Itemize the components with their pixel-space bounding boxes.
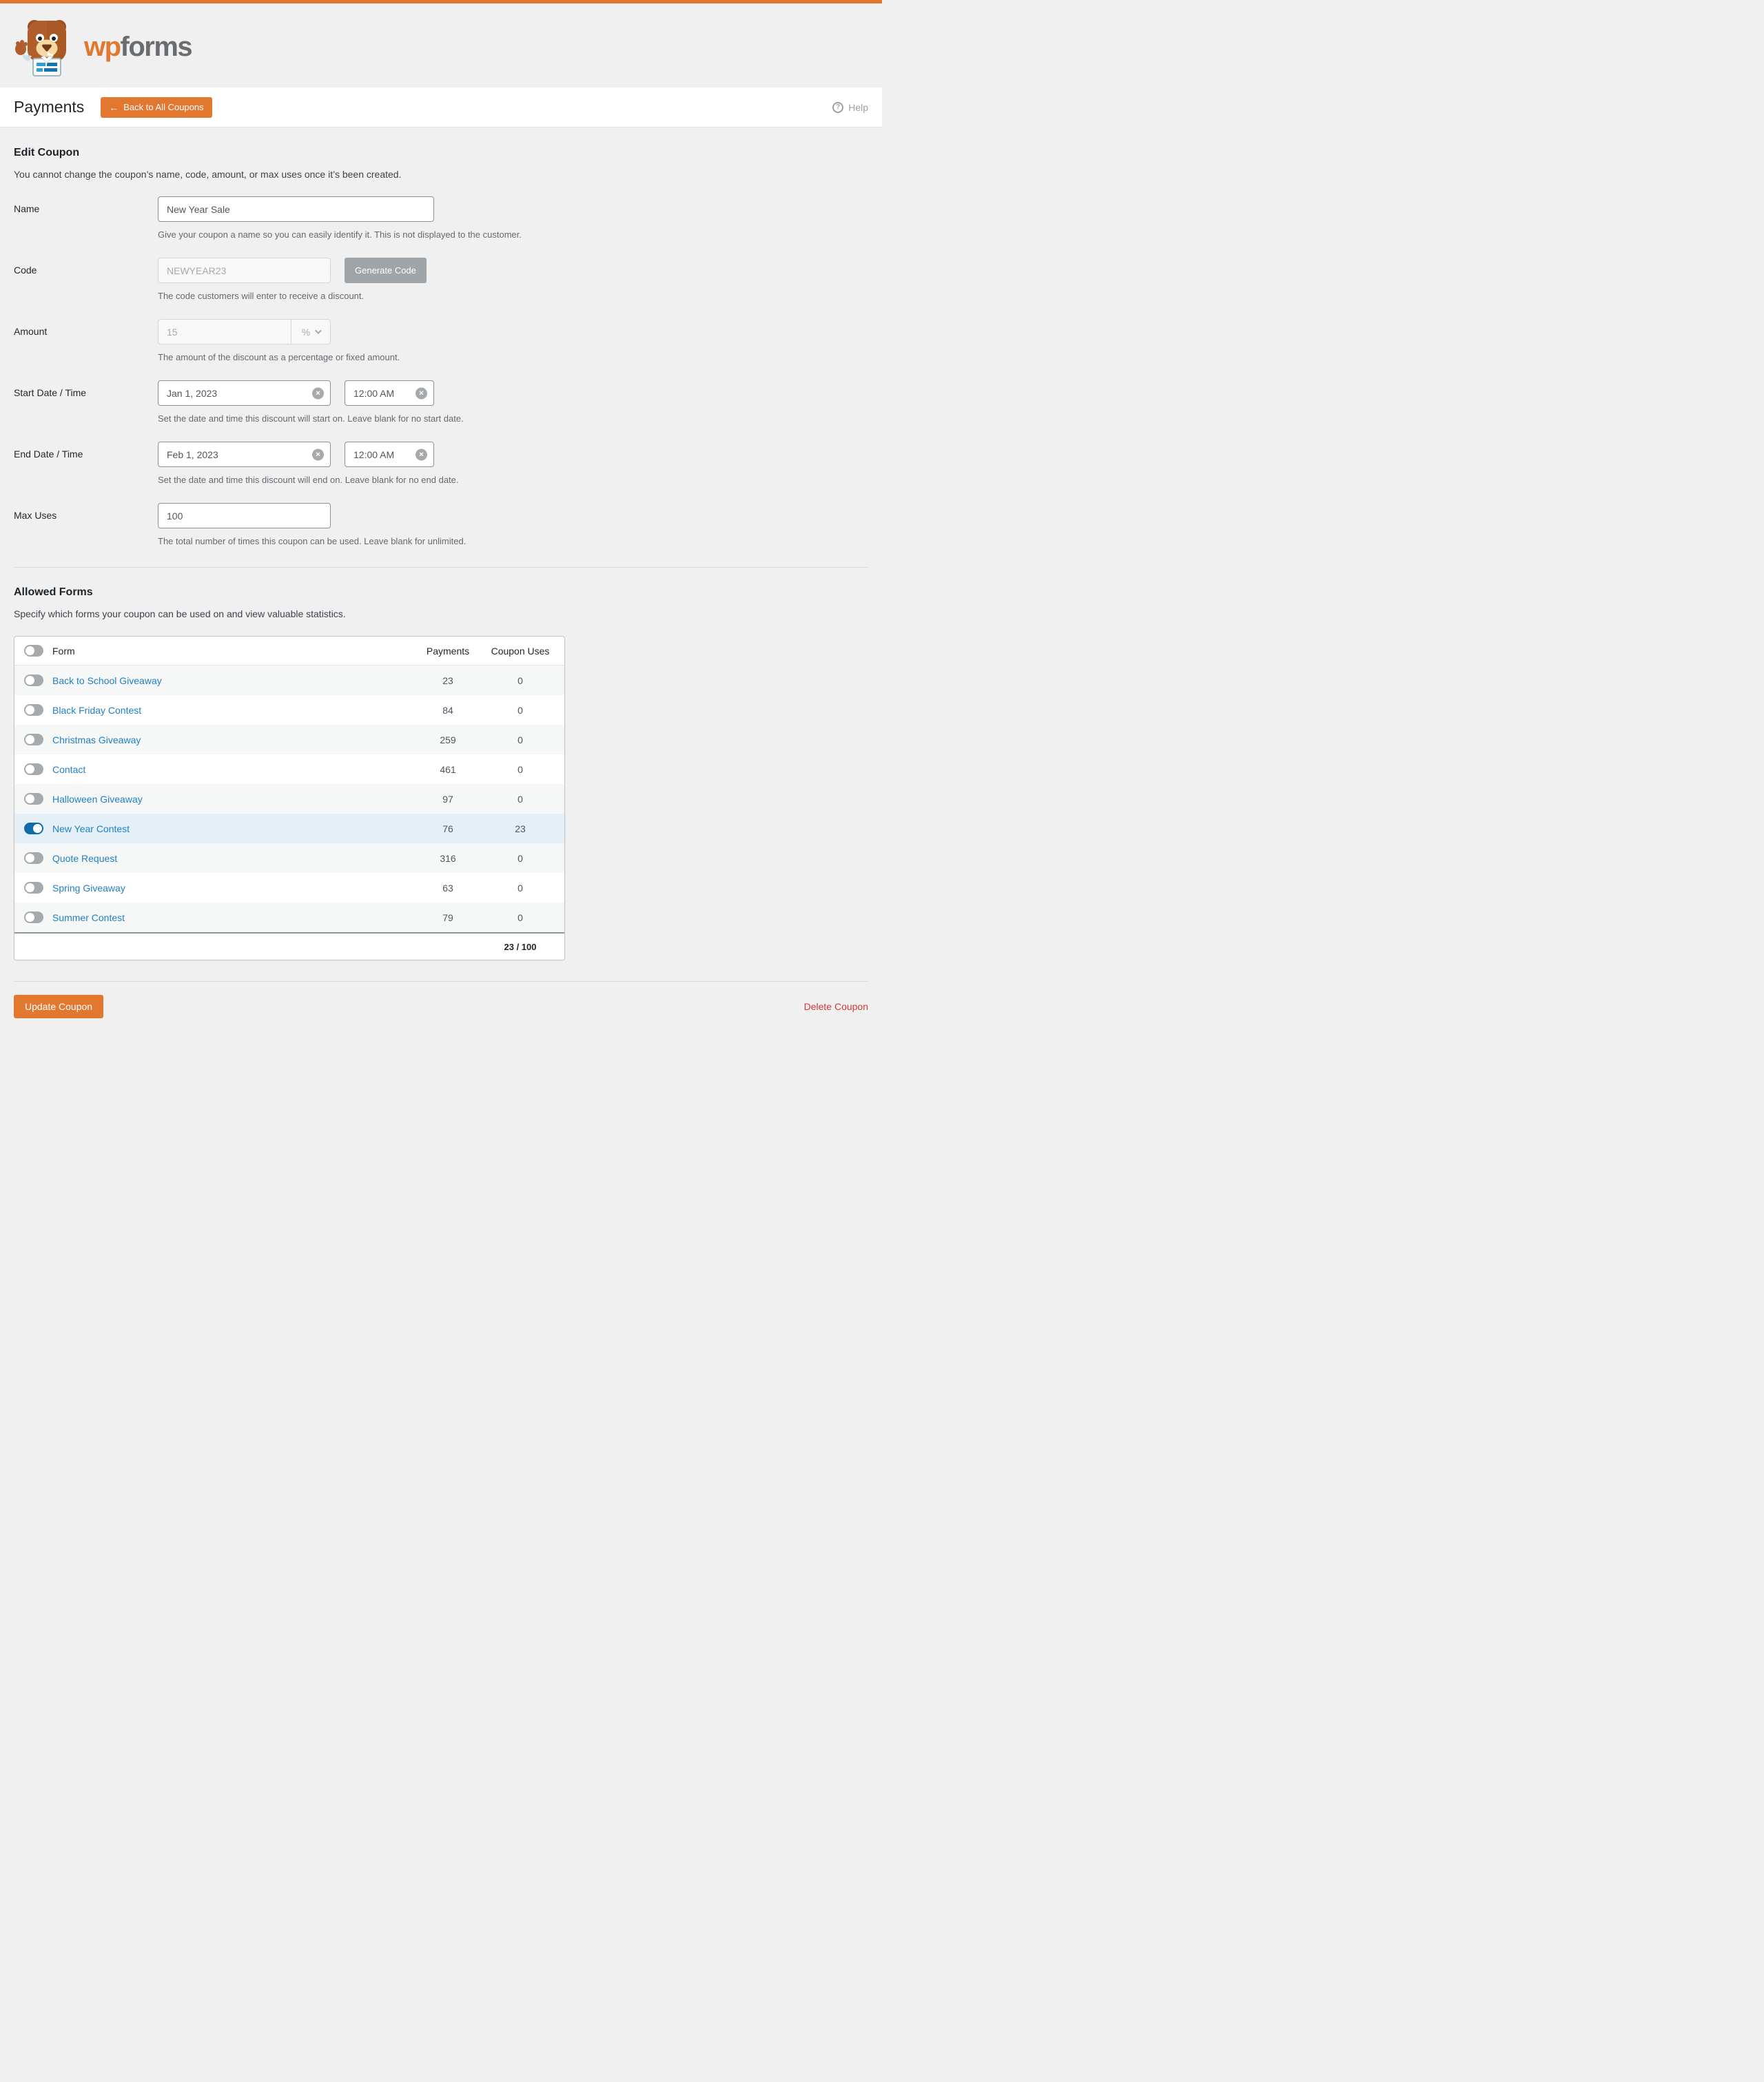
form-link[interactable]: Spring Giveaway — [52, 882, 125, 894]
help-label: Help — [848, 101, 868, 113]
coupon-uses-count: 0 — [517, 704, 523, 716]
brand-wp: wp — [84, 32, 121, 62]
payments-count: 97 — [442, 793, 453, 805]
start-help: Set the date and time this discount will start on. Leave blank for no start date. — [158, 413, 464, 424]
page-toolbar — [0, 87, 882, 127]
coupon-uses-count: 0 — [517, 852, 523, 864]
amount-label: Amount — [14, 326, 48, 337]
edit-coupon-description: You cannot change the coupon’s name, code, amount, or max uses once it’s been created. — [14, 169, 402, 180]
column-header-form: Form — [52, 645, 75, 657]
form-link[interactable]: Contact — [52, 763, 86, 775]
max-uses-label: Max Uses — [14, 510, 57, 521]
start-date-input[interactable] — [158, 380, 331, 406]
payments-count: 76 — [442, 823, 453, 834]
coupon-uses-count: 0 — [517, 882, 523, 894]
field-row-amount — [14, 319, 868, 362]
payments-count: 316 — [440, 852, 456, 864]
form-link[interactable]: Black Friday Contest — [52, 704, 142, 716]
end-label: End Date / Time — [14, 449, 83, 460]
end-help: Set the date and time this discount will end on. Leave blank for no end date. — [158, 475, 459, 485]
coupon-uses-total: 23 / 100 — [504, 941, 537, 952]
coupon-uses-count: 0 — [517, 734, 523, 745]
field-row-start — [14, 380, 868, 424]
clear-end-time-icon[interactable]: ✕ — [416, 449, 427, 460]
allowed-forms-section — [14, 568, 868, 960]
edit-coupon-title: Edit Coupon — [14, 147, 80, 158]
coupon-uses-count: 0 — [517, 674, 523, 686]
allowed-forms-rows — [14, 666, 564, 932]
field-row-max-uses — [14, 503, 868, 546]
wpforms-wordmark — [84, 33, 192, 61]
brand-header — [0, 3, 882, 87]
amount-help: The amount of the discount as a percentage or fixed amount. — [158, 352, 400, 362]
form-toggle[interactable] — [24, 674, 43, 686]
payments-count: 79 — [442, 911, 453, 923]
max-uses-help: The total number of times this coupon can be used. Leave blank for unlimited. — [158, 536, 466, 546]
start-label: Start Date / Time — [14, 387, 87, 398]
amount-unit-select — [291, 320, 330, 344]
clear-start-date-icon[interactable]: ✕ — [312, 387, 324, 399]
payments-count: 461 — [440, 763, 456, 775]
allowed-forms-title: Allowed Forms — [14, 586, 93, 598]
amount-input — [158, 320, 291, 344]
code-help: The code customers will enter to receive a discount. — [158, 291, 365, 301]
column-header-payments: Payments — [426, 645, 470, 657]
back-to-all-coupons-button[interactable] — [101, 97, 212, 118]
allowed-forms-table — [14, 636, 565, 960]
clear-start-time-icon[interactable]: ✕ — [416, 387, 427, 399]
max-uses-input[interactable] — [158, 503, 331, 528]
form-toggle[interactable] — [24, 882, 43, 894]
form-toggle[interactable] — [24, 823, 43, 834]
amount-unit-label: % — [301, 326, 311, 338]
update-coupon-button[interactable]: Update Coupon — [14, 995, 103, 1018]
payments-count: 63 — [442, 882, 453, 894]
code-label: Code — [14, 265, 37, 276]
form-link[interactable]: Quote Request — [52, 852, 118, 864]
coupon-uses-count: 0 — [517, 763, 523, 775]
form-toggle[interactable] — [24, 704, 43, 716]
table-row — [14, 814, 564, 843]
wpforms-bear-icon — [14, 17, 77, 76]
name-help: Give your coupon a name so you can easily identify it. This is not displayed to the customer. — [158, 229, 522, 240]
field-row-code — [14, 258, 868, 301]
end-date-input[interactable] — [158, 442, 331, 467]
form-link[interactable]: New Year Contest — [52, 823, 130, 834]
form-toggle[interactable] — [24, 911, 43, 923]
amount-input-group — [158, 319, 331, 344]
coupon-uses-count: 23 — [515, 823, 526, 834]
form-link[interactable]: Summer Contest — [52, 911, 125, 923]
chevron-down-icon — [315, 327, 322, 334]
help-link[interactable] — [832, 102, 868, 113]
toggle-all-forms[interactable] — [24, 645, 43, 657]
form-toggle[interactable] — [24, 763, 43, 775]
page-title: Payments — [14, 98, 85, 116]
table-row — [14, 666, 564, 695]
coupon-uses-count: 0 — [517, 793, 523, 805]
back-arrow-icon: ← — [109, 101, 119, 113]
code-input — [158, 258, 331, 283]
table-row — [14, 843, 564, 873]
delete-coupon-link[interactable]: Delete Coupon — [803, 1001, 868, 1012]
form-link[interactable]: Halloween Giveaway — [52, 793, 143, 805]
coupon-uses-count: 0 — [517, 911, 523, 923]
column-header-coupon-uses: Coupon Uses — [491, 645, 550, 657]
table-row — [14, 784, 564, 814]
name-input[interactable] — [158, 196, 434, 222]
table-row — [14, 873, 564, 903]
brand-forms: forms — [120, 32, 192, 62]
table-row — [14, 725, 564, 754]
help-icon: ? — [832, 102, 843, 113]
table-header-row — [14, 637, 564, 666]
form-link[interactable]: Christmas Giveaway — [52, 734, 141, 745]
clear-end-date-icon[interactable]: ✕ — [312, 449, 324, 460]
payments-count: 23 — [442, 674, 453, 686]
back-button-label: Back to All Coupons — [123, 102, 204, 112]
table-row — [14, 754, 564, 784]
form-toggle[interactable] — [24, 793, 43, 805]
field-row-name — [14, 196, 868, 240]
form-toggle[interactable] — [24, 852, 43, 864]
name-label: Name — [14, 203, 40, 214]
table-row — [14, 903, 564, 932]
table-row — [14, 695, 564, 725]
wpforms-logo — [14, 17, 882, 76]
form-toggle[interactable] — [24, 734, 43, 745]
field-row-end — [14, 442, 868, 485]
footer-actions — [14, 982, 868, 1033]
allowed-forms-description: Specify which forms your coupon can be used on and view valuable statistics. — [14, 608, 346, 619]
generate-code-button: Generate Code — [345, 258, 427, 283]
table-footer-row — [14, 932, 564, 960]
form-link[interactable]: Back to School Giveaway — [52, 674, 162, 686]
main-content — [0, 127, 882, 1033]
payments-count: 84 — [442, 704, 453, 716]
payments-count: 259 — [440, 734, 456, 745]
